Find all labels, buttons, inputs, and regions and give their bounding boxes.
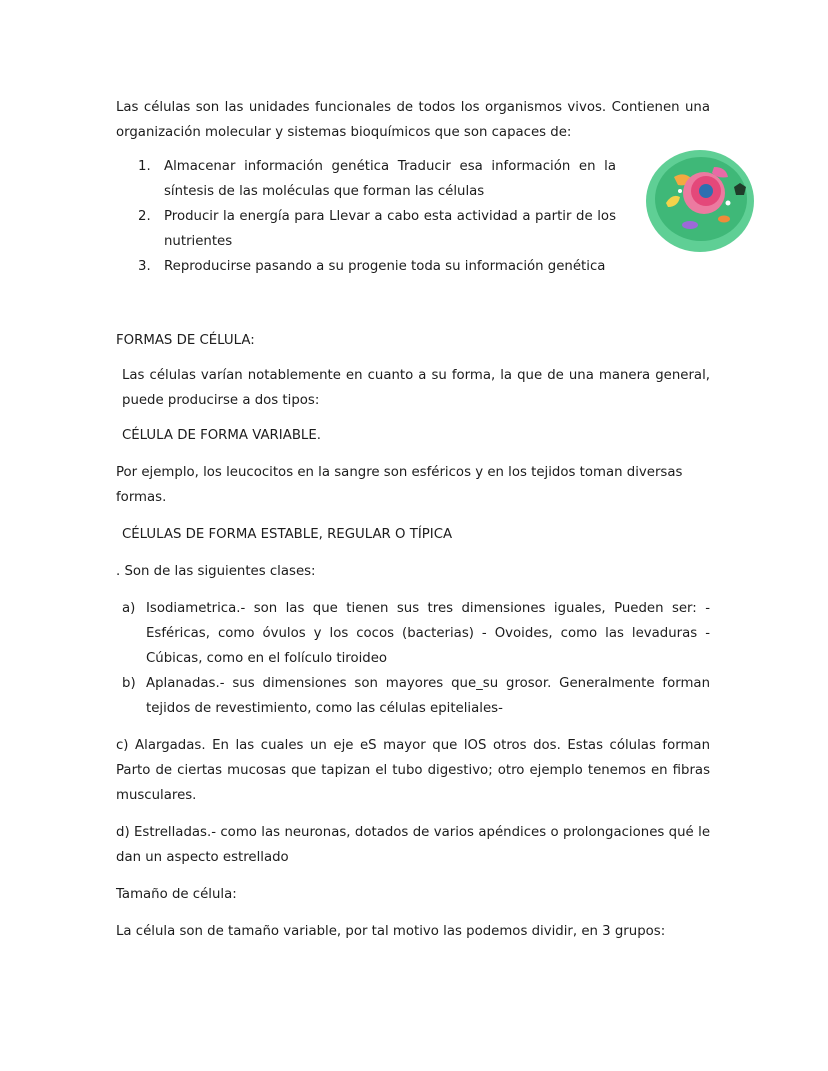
mitochondrion: [682, 221, 698, 229]
formas-heading: FORMAS DE CÉLULA:: [116, 333, 255, 348]
document-page: [116, 95, 710, 944]
variable-text: Por ejemplo, los leucocitos en la sangre son esféricos y en los tejidos toman diversas formas.: [116, 465, 683, 505]
list-item: 2. Producir la energía para Llevar a cabo esta actividad a partir de los nutrientes: [138, 209, 616, 249]
mitochondrion: [718, 216, 730, 223]
estable-heading: CÉLULAS DE FORMA ESTABLE, REGULAR O TÍPICA: [122, 527, 453, 542]
list-item: 3. Reproducirse pasando a su progenie toda su información genética: [138, 259, 606, 274]
formas-intro: Las células varían notablemente en cuanto a su forma, la que de una manera general, puede producirse a dos tipos:: [122, 368, 710, 408]
capabilities-list: [116, 154, 616, 279]
animal-cell-illustration: [644, 147, 756, 253]
tamano-text: La célula son de tamaño variable, por tal motivo las podemos dividir, en 3 grupos:: [116, 924, 666, 939]
vesicle: [678, 189, 682, 193]
list-item: a) Isodiametrica.- son las que tienen sus tres dimensiones iguales, Pueden ser: - Esféricas, como óvulos y los cocos (bacterias) - Ovoides, como las levaduras - Cúbicas, como en el folículo tiroideo: [122, 601, 710, 666]
list-item: 1. Almacenar información genética Traducir esa información en la síntesis de las moléculas que forman las células: [138, 159, 616, 199]
list-item: b) Aplanadas.- sus dimensiones son mayores que_su grosor. Generalmente forman tejidos de revestimiento, como las células epiteliales-: [122, 676, 710, 716]
tamano-heading: Tamaño de célula:: [116, 887, 237, 902]
nucleolus: [699, 184, 713, 198]
clases-list: [116, 596, 710, 721]
intro-paragraph: Las células son las unidades funcionales de todos los organismos vivos. Contienen una organización molecular y sistemas bioquímicos que son capaces de:: [116, 100, 710, 140]
estable-intro: . Son de las siguientes clases:: [116, 564, 316, 579]
vesicle: [726, 201, 731, 206]
clase-d-paragraph: d) Estrelladas.- como las neuronas, dotados de varios apéndices o prolongaciones qué le dan un aspecto estrellado: [116, 825, 710, 865]
variable-heading: CÉLULA DE FORMA VARIABLE.: [122, 428, 321, 443]
clase-c-paragraph: c) Alargadas. En las cuales un eje eS mayor que lOS otros dos. Estas cólulas forman Parto de ciertas mucosas que tapizan el tubo digestivo; otro ejemplo tenemos en fibras musculares.: [116, 738, 710, 803]
